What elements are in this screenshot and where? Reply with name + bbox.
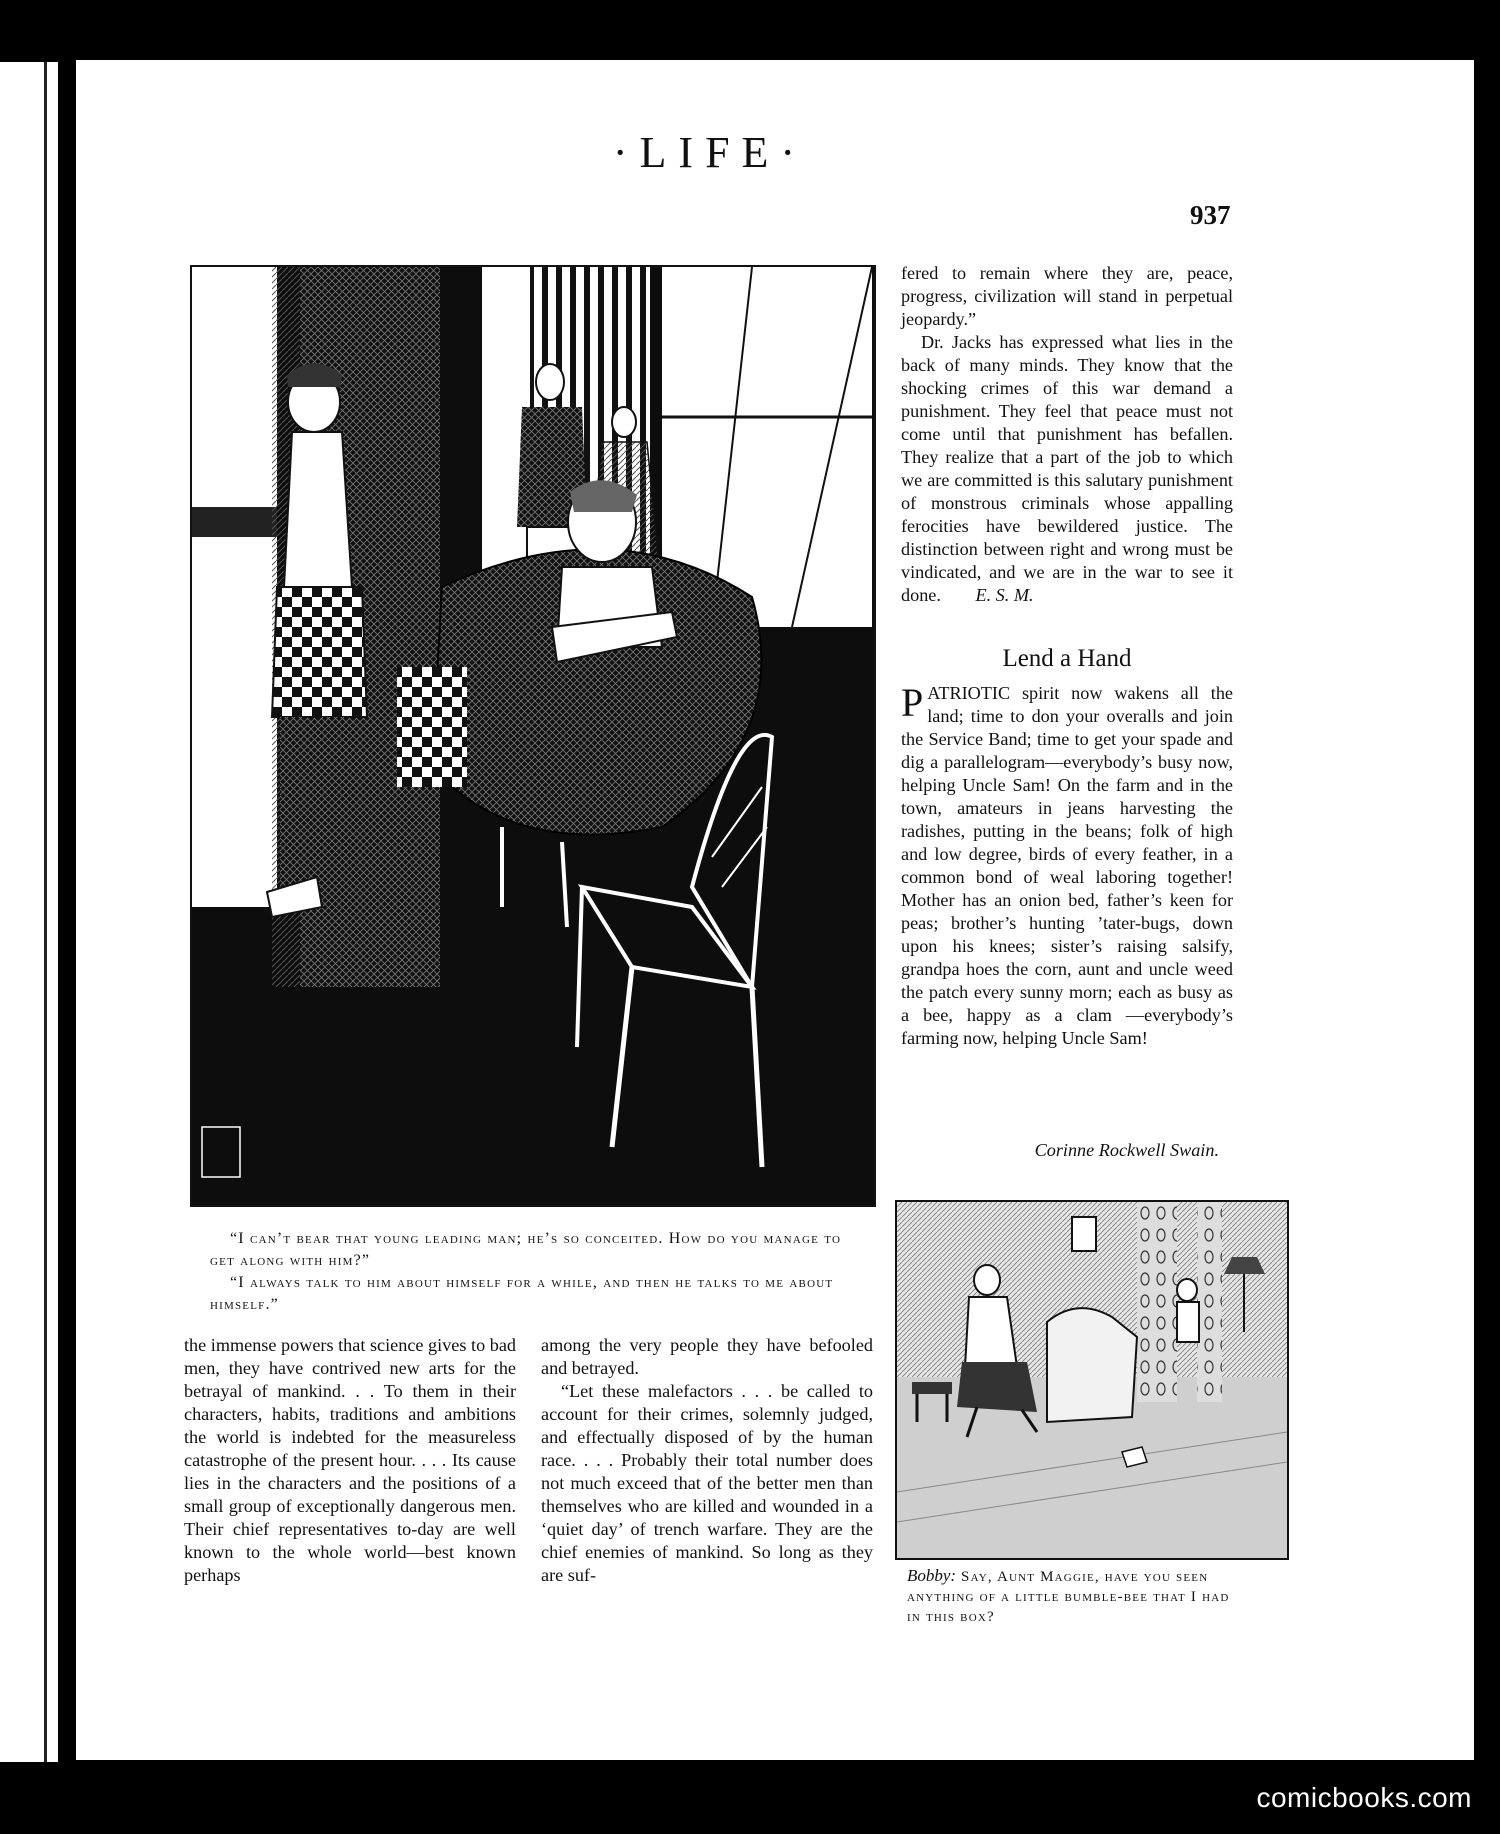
- illustration-caption: [210, 1228, 860, 1316]
- poem-dropcap: P: [901, 680, 924, 725]
- page-number: 937: [1190, 200, 1231, 230]
- caption-answer: “I always talk to him about himself for a while, and then he talks to me about himself.”: [210, 1274, 834, 1313]
- essay-column-left: [184, 1334, 516, 1587]
- essay-continuation-column: [901, 262, 1233, 607]
- magazine-title: ·LIFE·: [612, 128, 808, 177]
- essay-paragraph-text: Dr. Jacks has expressed what lies in the back of many minds. They know that the shocking crimes of this war demand a punishment. They feel that peace must not come until that punishment has befallen. They realize that a part of the job to which we are committed is this salutary punishment of monstrous criminals whose appalling ferocities have bewildered justice. The distinction between right and wrong must be vindicated, and we are in the war to see it done.: [901, 332, 1233, 605]
- poem-text: ATRIOTIC spirit now wakens all the land; time to don your overalls and join the Service Band; time to get your spade and dig a parallelogram—everybody’s busy now, helping Uncle Sam! On the farm and in the town, amateurs in jeans harvesting the radishes, putting in the beans; folk of high and low degree, birds of every feather, in a common bond of weal laboring together! Mother has an onion bed, father’s keen for peas; brother’s hunting ’tater-bugs, down upon his knees; sister’s raising salsify, grandpa hoes the corn, aunt and uncle weed the patch every sunny morn; each as busy as a bee, happy as a clam —everybody’s farming now, helping Uncle Sam!: [901, 683, 1233, 1048]
- binding-line: [44, 62, 47, 1762]
- poem-title: Lend a Hand: [1002, 645, 1132, 672]
- bumble-bee-drawing: [897, 1202, 1287, 1558]
- showgirls-drawing: [192, 267, 874, 1205]
- essay-column-middle: [541, 1334, 873, 1587]
- left-page-edge: [0, 62, 58, 1762]
- essay-mid-para1: among the very people they have befooled and betrayed.: [541, 1335, 873, 1378]
- caption-question-text: Say, Aunt Maggie, have you seen anything of a little bumble-bee that I had in this box?: [907, 1569, 1230, 1625]
- showgirls-illustration: [190, 265, 876, 1207]
- side-illustration-caption: [907, 1566, 1247, 1627]
- essay-signature: E. S. M.: [975, 585, 1034, 605]
- essay-paragraph: [901, 331, 1233, 607]
- poem-author: Corinne Rockwell Swain.: [1034, 1140, 1219, 1160]
- poem-body: [901, 682, 1233, 1050]
- watermark: comicbooks.com: [1256, 1782, 1472, 1813]
- essay-left-text: the immense powers that science gives to bad men, they have contrived new arts for the betrayal of mankind. . . To them in their characters, habits, traditions and ambitions the world is indebted for the measureless catastrophe of the present hour. . . . Its cause lies in the characters and the positions of a small group of exceptionally dangerous men. Their chief representatives to-day are well known to the whole world—best known perhaps: [184, 1335, 516, 1585]
- caption-speaker: Bobby:: [907, 1566, 957, 1585]
- caption-question: “I can’t bear that young leading man; he’s so conceited. How do you manage to get along with him?”: [210, 1230, 842, 1269]
- essay-end-text: fered to remain where they are, peace, progress, civilization will stand in perpetual jeopardy.”: [901, 263, 1233, 329]
- bumble-bee-illustration: [895, 1200, 1289, 1560]
- essay-mid-para2: “Let these malefactors . . . be called to account for their crimes, solemnly judged, and effectually disposed of by the human race. . . . Probably their total number does not much exceed that of the better men than themselves who are killed and wounded in a ‘quiet day’ of trench warfare. They are the chief enemies of mankind. So long as they are suf-: [541, 1381, 873, 1585]
